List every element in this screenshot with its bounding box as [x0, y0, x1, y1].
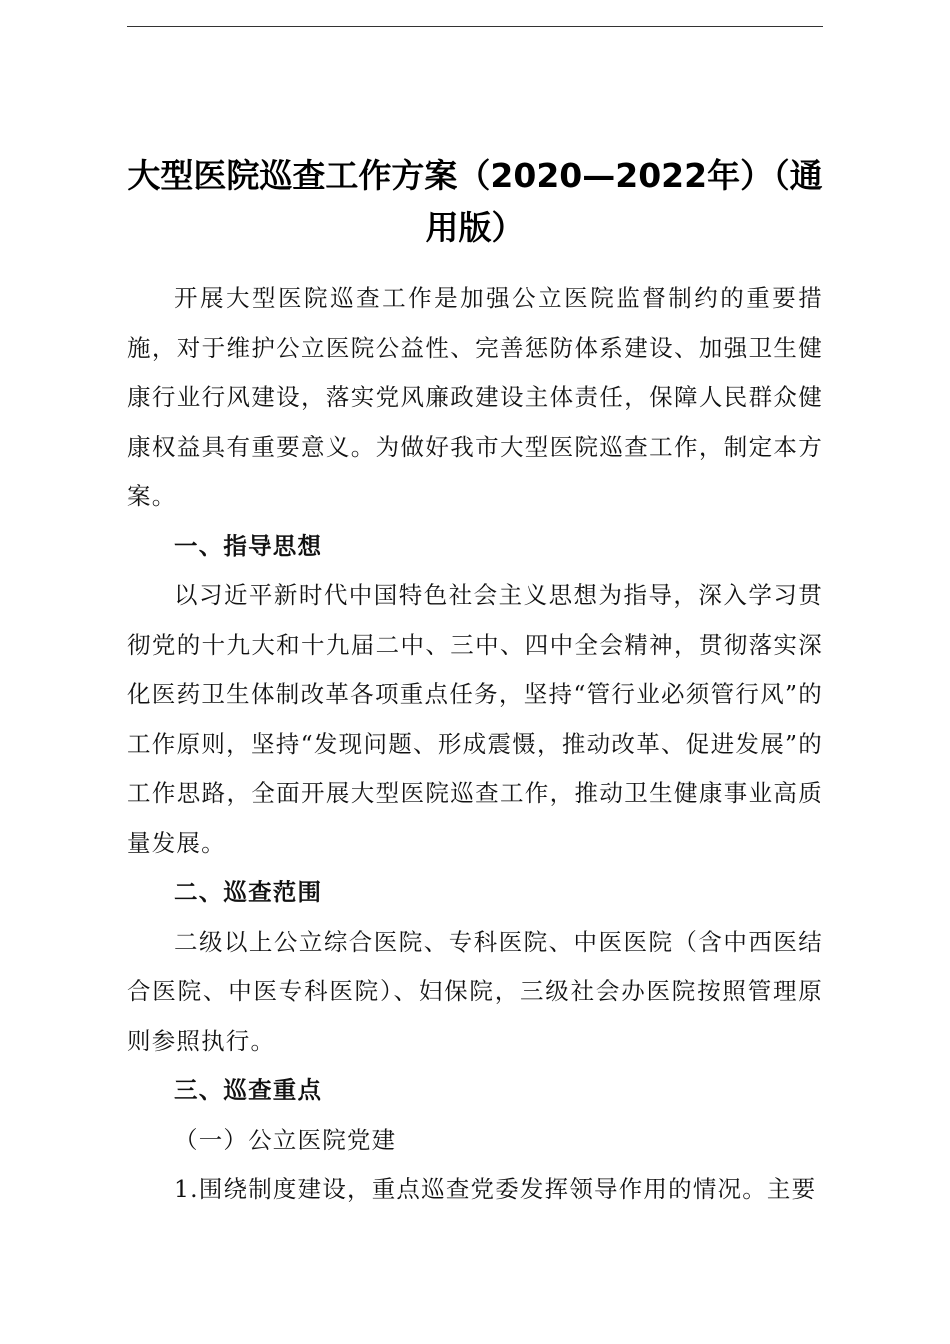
inspection-scope-paragraph: 二级以上公立综合医院、专科医院、中医医院（含中西医结合医院、中医专科医院）、妇保院，三级社会办医院按照管理原则参照执行。: [127, 927, 823, 1055]
document-body: [127, 274, 823, 1215]
party-building-paragraph: 1.围绕制度建设，重点巡查党委发挥领导作用的情况。主要: [174, 1175, 817, 1203]
section-heading-inspection-scope: 二、巡查范围: [174, 878, 323, 906]
subsection-heading-party-building: （一）公立医院党建: [174, 1125, 397, 1154]
document-title: 大型医院巡查工作方案（2020—2022年）（通用版）: [127, 156, 823, 247]
guiding-ideology-paragraph: 以习近平新时代中国特色社会主义思想为指导，深入学习贯彻党的十九大和十九届二中、三中、四中全会精神，贯彻落实深化医药卫生体制改革各项重点任务，坚持“管行业必须管行风”的工作原则，坚持“发现问题、形成震慑，推动改革、促进发展”的工作思路，全面开展大型医院巡查工作，推动卫生健康事业高质量发展。: [127, 581, 823, 857]
section-heading-inspection-focus: 三、巡查重点: [174, 1076, 323, 1104]
intro-paragraph: 开展大型医院巡查工作是加强公立医院监督制约的重要措施，对于维护公立医院公益性、完善惩防体系建设、加强卫生健康行业行风建设，落实党风廉政建设主体责任，保障人民群众健康权益具有重要意义。为做好我市大型医院巡查工作，制定本方案。: [127, 284, 823, 510]
header-rule: [127, 26, 823, 27]
section-heading-guiding-ideology: 一、指导思想: [174, 531, 323, 560]
